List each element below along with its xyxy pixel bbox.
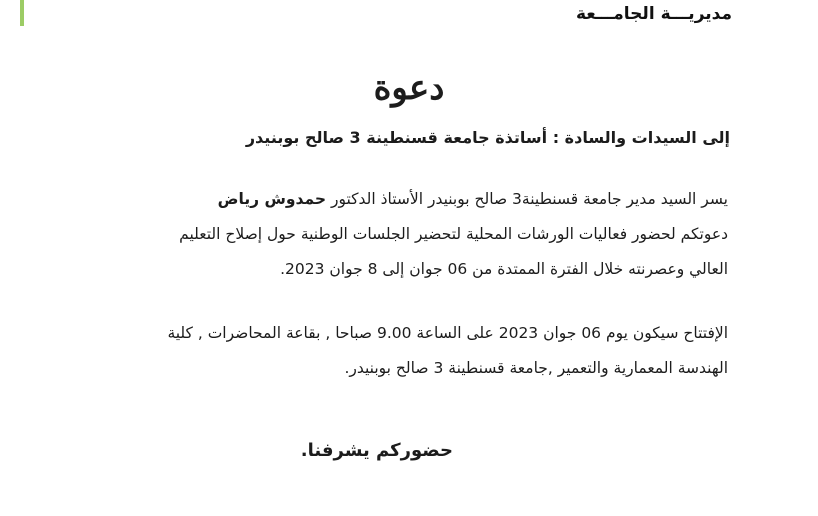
paragraph-line: الإفتتاح سيكون يوم 06 جوان 2023 على الساعة 9.00 صباحا , بقاعة المحاضرات , كلية	[167, 324, 728, 342]
paragraph-line: دعوتكم لحضور فعاليات الورشات المحلية لتحضير الجلسات الوطنية حول إصلاح التعليم	[179, 225, 728, 243]
invitation-paragraph	[88, 182, 728, 287]
green-accent-bar	[20, 0, 24, 26]
paragraph-line: الهندسة المعمارية والتعمير ,جامعة قسنطينة 3 صالح بوبنيدر.	[344, 359, 728, 377]
paragraph-intro: يسر السيد مدير جامعة قسنطينة3 صالح بوبنيدر الأستاذ الدكتور	[330, 190, 728, 208]
paragraph-line: العالي وعصرنته خلال الفترة الممتدة من 06 جوان إلى 8 جوان 2023.	[280, 260, 728, 278]
opening-paragraph	[88, 316, 728, 386]
closing-line: حضوركم يشرفنا.	[300, 440, 453, 461]
addressee-line: إلى السيدات والسادة : أساتذة جامعة قسنطينة 3 صالح بوبنيدر	[245, 128, 730, 147]
directorate-header: مديريـــة الجامـــعة	[575, 4, 732, 24]
invitation-title: دعوة	[373, 68, 445, 108]
director-name: حمدوش رياض	[217, 190, 327, 208]
